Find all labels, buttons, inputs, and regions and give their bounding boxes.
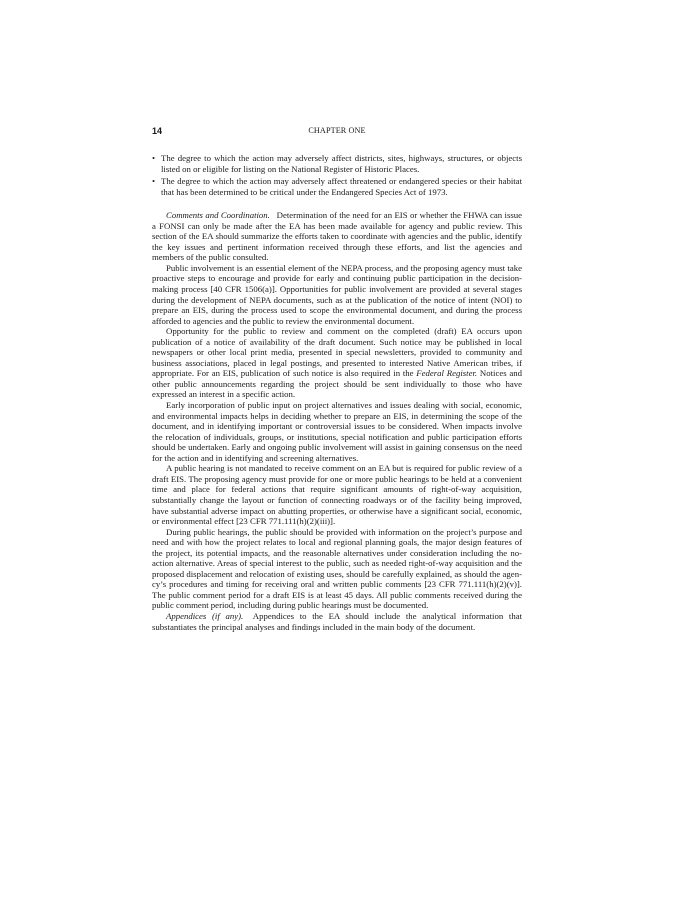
- paragraph: [152, 463, 522, 526]
- paragraph-appendices: [152, 611, 522, 632]
- paragraph: [152, 400, 522, 463]
- emphasis-federal-register: Federal Register.: [416, 368, 478, 379]
- running-header: [152, 126, 522, 140]
- paragraph-text: Appendices to the EA should include the analytical information that substantiates the principal analyses and findings included in the main body of the document.: [152, 610, 523, 632]
- bullet-text: The degree to which the action may adversely affect threatened or endangered species or their habitat that has been determined to be critical under the Endangered Species Act of 1973.: [161, 176, 522, 197]
- bullet-item: [152, 176, 522, 197]
- paragraph-text: Opportunity for the public to review and comment on the completed (draft) EA occurs upon publication of a notice of availability of the draft document. Such notice may be published in local newspapers or other local print media, presented in special newsletters, provided to community and business associations, placed in legal postings, and presented to interested Native American tribes, if appropriate. For an EIS, publication of such notice is also required in the: [152, 326, 522, 379]
- runin-heading: Appendices (if any).: [166, 610, 244, 621]
- book-page: [152, 126, 522, 632]
- runin-heading: Comments and Coordination.: [166, 210, 270, 221]
- bullet-icon: •: [152, 176, 156, 187]
- paragraph-text: Determination of the need for an EIS or whether the FHWA can issue a FONSI can only be made after the EA has been made available for agency and public review. This section of the EA should summarize the efforts taken to coordinate with agencies and the public, identify the key issues and pertinent information received through these efforts, and list the agencies and members of the public consulted.: [152, 210, 523, 263]
- bullet-text: The degree to which the action may adversely affect districts, sites, highways, structures, or objects listed on or eligible for listing on the National Register of Historic Places.: [161, 153, 522, 174]
- paragraph-text: Public involvement is an essential element of the NEPA process, and the proposing agency must take proactive steps to encourage and provide for early and continuing public participation in the decision-making process [40 CFR 1506(a)]. Opportunities for public involvement are provided at several stages during the development of NEPA documents, such as at the publication of the notice of intent (NOI) to prepare an EIS, during the process used to scope the environmental document, and during the process afforded to agencies and the public to review the environmental document.: [152, 262, 522, 326]
- paragraph: [152, 263, 522, 326]
- paragraph-text: A public hearing is not mandated to receive comment on an EA but is required for public review of a draft EIS. The proposing agency must provide for one or more public hearings to be held at a convenient time and place for federal actions that require significant amounts of right-of-way acquisition, substantially change the layout or function of connecting roadways or of the facility being improved, have substantial adverse impact on abutting properties, or otherwise have a significant social, economic, or environmental effect [23 CFR 771.111(h)(2)(iii)].: [152, 463, 522, 527]
- paragraph-comments-coordination: [152, 210, 522, 263]
- paragraph-text: During public hearings, the public should be provided with information on the project’s purpose and need and with how the project relates to local and regional planning goals, the major design features of the project, its potential impacts, and the reasonable alternatives under consideration including the no-action alternative. Areas of special interest to the public, such as needed right-of-way acquisition and the proposed displacement and relocation of existing uses, should be carefully explained, as should the agency’s procedures and timing for receiving oral and written public comments [23 CFR 771.111(h)(2)(v)]. The public comment period for a draft EIS is at least 45 days. All public comments received during the public comment period, including during public hearings must be documented.: [152, 526, 522, 611]
- bullet-item: [152, 153, 522, 174]
- paragraph-text: Notices and other public announcements regarding the project should be sent individually to those who have expressed an interest in a specific action.: [152, 368, 523, 400]
- paragraph: [152, 326, 522, 400]
- paragraph: [152, 527, 522, 611]
- chapter-title: CHAPTER ONE: [308, 126, 366, 135]
- page-number: 14: [152, 126, 163, 136]
- bullet-icon: •: [152, 153, 156, 163]
- paragraph-text: Early incorporation of public input on project alternatives and issues dealing with social, economic, and environmental impacts helps in deciding whether to prepare an EIS, in determining the scope of the document, and in identifying important or controversial issues to be considered. When impacts involve the relocation of individuals, groups, or institutions, special notification and public participation efforts should be undertaken. Early and ongoing public involvement will assist in gaining consensus on the need for the action and in identifying and screening alternatives.: [152, 400, 522, 463]
- page-body: [152, 153, 522, 632]
